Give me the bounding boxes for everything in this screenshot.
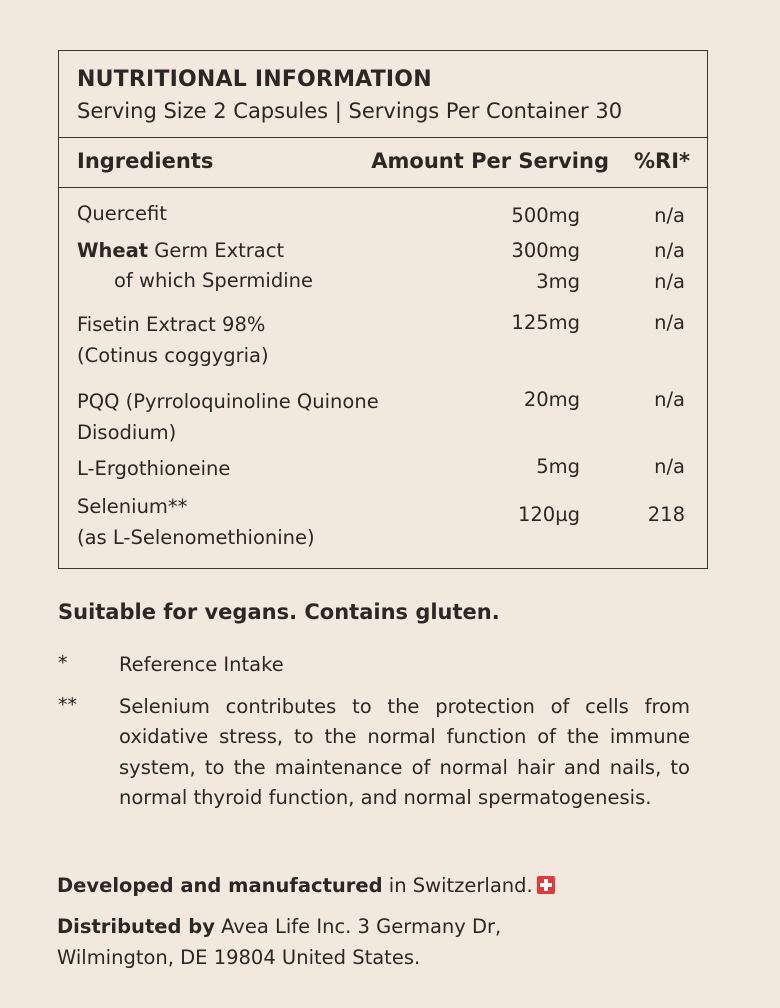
- col-header-ingredients: Ingredients: [77, 149, 214, 173]
- ingredient-amount: 300mg: [511, 239, 580, 262]
- ingredient-amount: 5mg: [536, 455, 580, 478]
- distributed-address: Wilmington, DE 19804 United States.: [57, 946, 421, 969]
- ingredient-amount: 120µg: [517, 503, 580, 526]
- distributed-label: Distributed by: [57, 915, 215, 938]
- distributed-line: [57, 912, 501, 941]
- ingredient-name: Quercefit: [77, 202, 167, 225]
- col-header-amount: Amount Per Serving: [371, 149, 609, 173]
- ingredient-name: PQQ (Pyrroloquinoline Quinone: [77, 390, 379, 413]
- footnote-mark: *: [58, 652, 68, 674]
- developed-line: [57, 871, 555, 900]
- ingredient-ri: n/a: [654, 204, 685, 227]
- panel-title: NUTRITIONAL INFORMATION: [77, 67, 432, 92]
- footnote-mark: **: [58, 694, 77, 716]
- developed-text: in Switzerland.: [382, 874, 533, 897]
- ingredient-name: of which Spermidine: [114, 269, 313, 292]
- ingredient-name: [77, 235, 284, 266]
- ingredient-amount: 125mg: [511, 311, 580, 334]
- ingredient-ri: n/a: [654, 270, 685, 293]
- divider: [59, 137, 707, 138]
- footnote-text: Selenium contributes to the protection of cells from oxidative stress, to the normal function of the immune system, to the maintenance of normal hair and nails, to normal thyroid function, and normal spermatogenesis.: [119, 695, 690, 810]
- ingredient-ri: n/a: [654, 388, 685, 411]
- ingredient-name-line2: (as L-Selenomethionine): [77, 526, 315, 549]
- ingredient-ri: n/a: [654, 455, 685, 478]
- ingredient-name-rest: Germ Extract: [148, 239, 285, 262]
- ingredient-amount: 3mg: [536, 270, 580, 293]
- serving-info: Serving Size 2 Capsules | Servings Per Container 30: [77, 99, 623, 123]
- footnote-text: Reference Intake: [119, 653, 284, 676]
- vegan-note: Suitable for vegans. Contains gluten.: [58, 600, 500, 624]
- ingredient-ri: n/a: [654, 311, 685, 334]
- ingredient-name: L-Ergothioneine: [77, 457, 231, 480]
- nutrition-panel: [58, 50, 708, 569]
- developed-label: Developed and manufactured: [57, 874, 383, 897]
- distributed-text: Avea Life Inc. 3 Germany Dr,: [214, 915, 502, 938]
- ingredient-amount: 500mg: [511, 204, 580, 227]
- ingredient-ri: 218: [647, 503, 685, 526]
- ingredient-amount: 20mg: [523, 388, 580, 411]
- col-header-ri: %RI*: [633, 149, 690, 173]
- ingredient-name-bold: Wheat: [77, 239, 149, 262]
- ingredient-name-line2: Disodium): [77, 421, 177, 444]
- ingredient-name-line2: (Cotinus coggygria): [77, 344, 269, 367]
- ingredient-ri: n/a: [654, 239, 685, 262]
- ingredient-name: Selenium**: [77, 495, 188, 518]
- divider: [59, 187, 707, 188]
- ingredient-name: Fisetin Extract 98%: [77, 313, 266, 336]
- swiss-flag-icon: [537, 876, 555, 894]
